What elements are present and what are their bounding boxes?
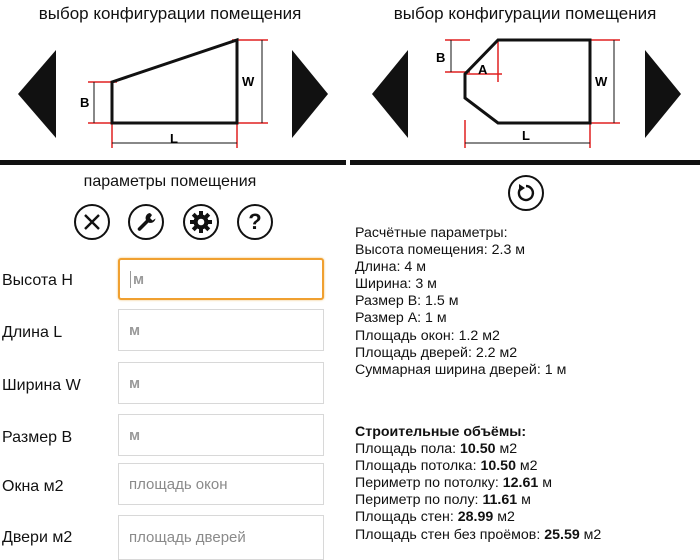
- prev-config-arrow-right[interactable]: [372, 50, 408, 138]
- field-label-size-b: Размер B: [2, 429, 73, 446]
- size-b-input[interactable]: [118, 414, 324, 456]
- help-button[interactable]: [237, 204, 273, 240]
- calc-line: Суммарная ширина дверей: 1 м: [355, 361, 567, 378]
- windows-input-placeholder: площадь окон: [129, 475, 228, 493]
- volume-label: Периметр по полу:: [355, 492, 483, 509]
- dim-a-label-right: A: [478, 62, 488, 77]
- volume-value: 25.59: [544, 526, 580, 543]
- close-icon: [82, 212, 102, 232]
- right-config-title: выбор конфигурации помещения: [393, 4, 657, 23]
- cut-corner-room-diagram: [436, 40, 620, 148]
- reset-button[interactable]: [508, 175, 544, 211]
- calc-line: Площадь окон: 1.2 м2: [355, 327, 500, 344]
- calc-line: Размер B: 1.5 м: [355, 293, 459, 310]
- dim-w-label: W: [242, 74, 255, 89]
- clear-button[interactable]: [74, 204, 110, 240]
- trapezoid-room-diagram: [80, 40, 268, 148]
- calc-line: Ширина: 3 м: [355, 276, 437, 293]
- volume-line: [355, 527, 601, 544]
- dim-w-label-right: W: [595, 74, 608, 89]
- volume-label: Площадь потолка:: [355, 458, 481, 475]
- height-input[interactable]: [118, 258, 324, 300]
- volume-unit: м: [517, 492, 531, 509]
- volume-line: [355, 492, 601, 509]
- volume-unit: м2: [495, 441, 518, 458]
- volume-unit: м2: [493, 509, 515, 526]
- volume-unit: м: [538, 475, 552, 492]
- settings-button[interactable]: [183, 204, 219, 240]
- volume-value: 10.50: [460, 441, 496, 458]
- dim-b-label-right: B: [436, 50, 446, 65]
- volumes-heading: Строительные объёмы:: [355, 424, 527, 440]
- volume-line: [355, 441, 601, 458]
- params-title: параметры помещения: [83, 173, 257, 190]
- volume-unit: м2: [515, 458, 538, 475]
- vertical-gap: [346, 160, 350, 560]
- volume-unit: м2: [579, 526, 602, 543]
- calc-line: Площадь дверей: 2.2 м2: [355, 344, 518, 361]
- tools-button[interactable]: [128, 204, 164, 240]
- next-config-arrow[interactable]: [292, 50, 328, 138]
- calc-line: Размер A: 1 м: [355, 310, 447, 327]
- wrench-icon: [135, 211, 157, 233]
- volume-value: 10.50: [480, 458, 516, 475]
- field-label-windows: Окна м2: [2, 478, 64, 495]
- volume-line: [355, 475, 601, 492]
- field-label-height: Высота H: [2, 272, 73, 289]
- height-input-placeholder: м: [133, 270, 145, 288]
- right-config-panel: [350, 30, 700, 155]
- calc-params-heading: Расчётные параметры:: [355, 225, 508, 241]
- calc-params-block: [355, 225, 566, 379]
- dim-b-label: B: [80, 95, 90, 110]
- dim-l-label-right: L: [522, 128, 530, 143]
- question-icon: ?: [248, 209, 262, 234]
- horizontal-divider: [0, 160, 700, 165]
- refresh-icon: [515, 182, 537, 204]
- calc-line: Длина: 4 м: [355, 259, 427, 276]
- size-b-input-placeholder: м: [129, 426, 141, 444]
- volume-line: [355, 458, 601, 475]
- width-input-placeholder: м: [129, 374, 141, 392]
- windows-area-input[interactable]: [118, 463, 324, 505]
- width-input[interactable]: [118, 362, 324, 404]
- left-config-panel: [0, 30, 345, 155]
- field-label-doors: Двери м2: [2, 529, 73, 546]
- next-config-arrow-right[interactable]: [645, 50, 681, 138]
- volume-line: [355, 509, 601, 526]
- volume-label: Площадь пола:: [355, 441, 461, 458]
- volume-value: 28.99: [457, 509, 494, 526]
- field-label-width: Ширина W: [2, 377, 81, 394]
- volumes-block: [355, 424, 601, 544]
- volume-label: Площадь стен без проёмов:: [355, 526, 545, 543]
- length-input-placeholder: м: [129, 321, 141, 339]
- volume-label: Площадь стен:: [355, 509, 458, 526]
- dim-l-label: L: [170, 131, 178, 146]
- doors-area-input[interactable]: [118, 515, 324, 560]
- text-caret: [130, 271, 131, 288]
- volume-value: 12.61: [502, 475, 539, 492]
- left-config-title: выбор конфигурации помещения: [38, 4, 302, 23]
- calc-line: Высота помещения: 2.3 м: [355, 242, 526, 259]
- doors-input-placeholder: площадь дверей: [129, 529, 246, 546]
- field-label-length: Длина L: [2, 324, 63, 341]
- prev-config-arrow[interactable]: [18, 50, 56, 138]
- volume-label: Периметр по потолку:: [355, 475, 503, 492]
- length-input[interactable]: [118, 309, 324, 351]
- volume-value: 11.61: [482, 492, 518, 509]
- gear-icon: [189, 210, 213, 234]
